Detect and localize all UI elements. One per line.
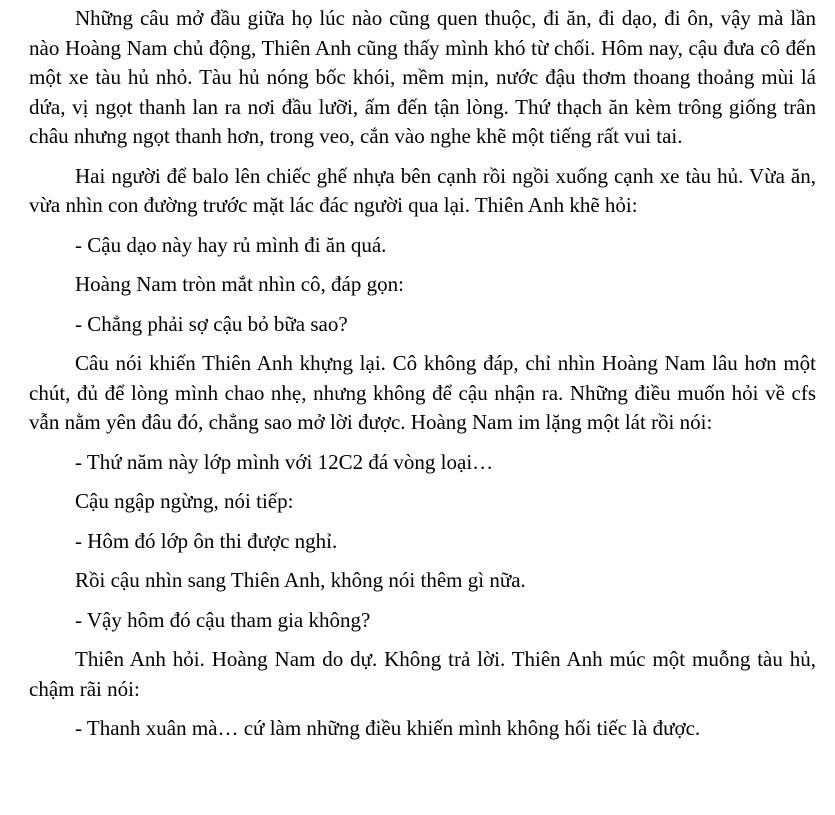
- narration-line: Rồi cậu nhìn sang Thiên Anh, không nói thêm gì nữa.: [75, 568, 526, 592]
- paragraph-intro: Những câu mở đầu giữa họ lúc nào cũng quen thuộc, đi ăn, đi dạo, đi ôn, vậy mà lần nào Hoàng Nam chủ động, Thiên Anh cũng thấy mình khó từ chối. Hôm nay, cậu đưa cô đến một xe tàu hủ nhỏ. Tàu hủ nóng bốc khói, mềm mịn, nước đậu thơm thoang thoảng mùi lá dứa, vị ngọt thanh lan ra nơi đầu lưỡi, ấm đến tận lòng. Thứ thạch ăn kèm trông giống trân châu nhưng ngọt thanh hơn, trong veo, cắn vào nghe khẽ một tiếng rất vui tai.: [29, 6, 816, 148]
- paragraph-reaction: Câu nói khiến Thiên Anh khựng lại. Cô không đáp, chỉ nhìn Hoàng Nam lâu hơn một chút, đủ để lòng mình chao nhẹ, nhưng không để cậu nhận ra. Những điều muốn hỏi về cfs vẫn nằm yên đâu đó, chẳng sao mở lời được. Hoàng Nam im lặng một lát rồi nói:: [29, 351, 816, 434]
- dialogue-line: - Thứ năm này lớp mình với 12C2 đá vòng loại…: [75, 449, 494, 474]
- dialogue-line: - Chẳng phải sợ cậu bỏ bữa sao?: [75, 311, 348, 336]
- dialogue-line: - Vậy hôm đó cậu tham gia không?: [75, 607, 371, 632]
- narration-line: Hoàng Nam tròn mắt nhìn cô, đáp gọn:: [75, 272, 404, 296]
- paragraph-sitting-down: Hai người để balo lên chiếc ghế nhựa bên cạnh rồi ngồi xuống cạnh xe tàu hủ. Vừa ăn, vừa nhìn con đường trước mặt lác đác người qua lại. Thiên Anh khẽ hỏi:: [29, 163, 816, 217]
- dialogue-line: - Hôm đó lớp ôn thi được nghỉ.: [75, 528, 338, 553]
- dialogue-line: - Thanh xuân mà… cứ làm những điều khiến mình không hối tiếc là được.: [75, 716, 701, 740]
- dialogue-line: - Cậu dạo này hay rủ mình đi ăn quá.: [75, 232, 387, 257]
- narration-line: Cậu ngập ngừng, nói tiếp:: [75, 489, 294, 513]
- paragraph-response: Thiên Anh hỏi. Hoàng Nam do dự. Không trả lời. Thiên Anh múc một muỗng tàu hủ, chậm rãi nói:: [29, 647, 816, 701]
